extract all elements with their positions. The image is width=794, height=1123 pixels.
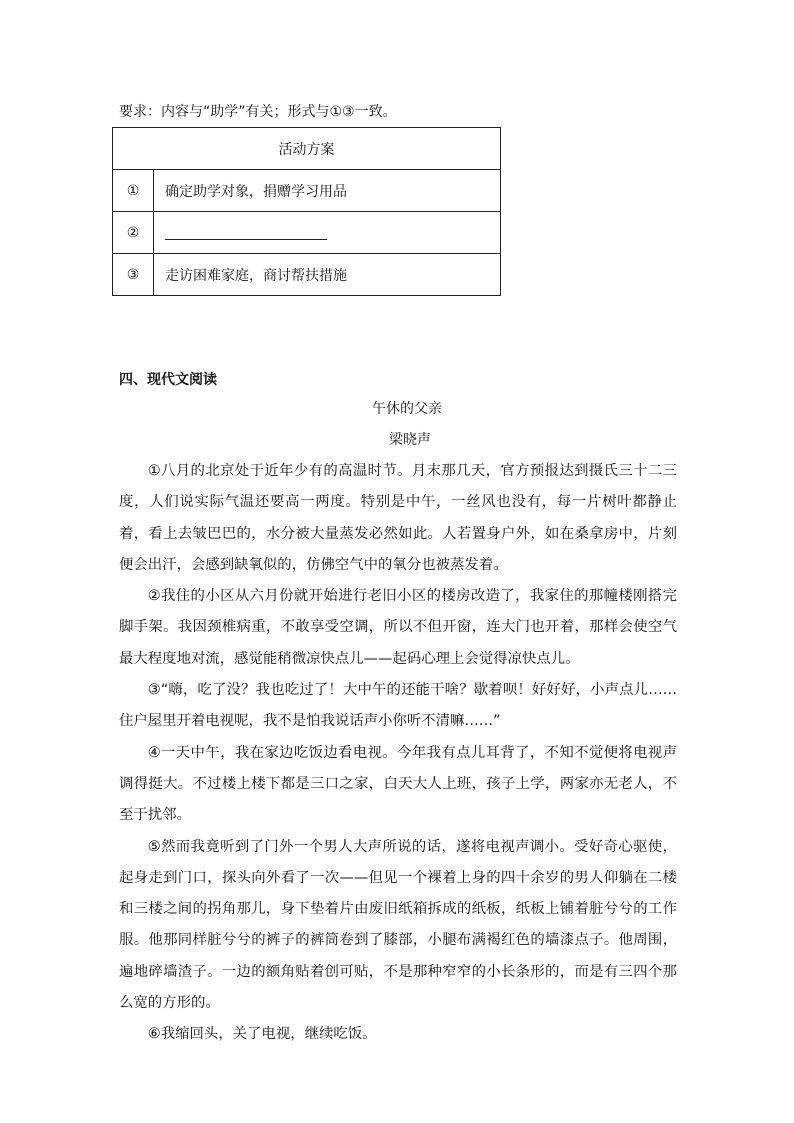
paragraph: ⑥我缩回头，关了电视，继续吃饭。 xyxy=(147,1026,377,1043)
paragraph: ①八月的北京处于近年少有的高温时节。月末那几天，官方预报达到摄氏三十二三度，人们说实际气温还要高一两度。特别是中午，一丝风也没有，每一片树叶都静止着，看上去皱巴巴的，水分被大量蒸发必然如此。人若置身户外，如在桑拿房中，片刻便会出汗，会感到缺氧似的，仿佛空气中的氧分也被蒸发着。 xyxy=(119,463,677,573)
paragraph: ④一天中午，我在家边吃饭边看电视。今年我有点儿耳背了，不知不觉便将电视声调得挺大。不过楼上楼下都是三口之家，白天大人上班，孩子上学，两家亦无老人，不至于扰邻。 xyxy=(119,744,677,824)
row-number: ① xyxy=(113,170,154,212)
article-author: 梁晓声 xyxy=(389,432,431,448)
row-text: 确定助学对象，捐赠学习用品 xyxy=(154,170,501,212)
requirement-text: 要求：内容与“助学”有关；形式与①③一致。 xyxy=(119,104,397,120)
table-row xyxy=(113,170,501,212)
article-body xyxy=(119,456,677,1051)
row-text: 走访困难家庭，商讨帮扶措施 xyxy=(154,254,501,296)
table-header: 活动方案 xyxy=(113,128,501,170)
row-number: ③ xyxy=(113,254,154,296)
paragraph: ③“嗨，吃了没？我也吃过了！大中午的还能干啥？歇着呗！好好好，小声点儿……住户屋里开着电视呢，我不是怕我说话声小你听不清嘛……” xyxy=(119,682,677,730)
answer-blank-line[interactable] xyxy=(165,225,327,240)
answer-blank-cell[interactable] xyxy=(154,212,501,254)
table-row xyxy=(113,254,501,296)
row-number: ② xyxy=(113,212,154,254)
activity-plan-table xyxy=(112,127,501,296)
paragraph: ②我住的小区从六月份就开始进行老旧小区的楼房改造了，我家住的那幢楼刚搭完脚手架。我因颈椎病重，不敢享受空调，所以不但开窗，连大门也开着，那样会使空气最大程度地对流，感觉能稍微凉快点儿——起码心理上会觉得凉快点儿。 xyxy=(119,588,677,667)
section-title: 四、现代文阅读 xyxy=(119,372,217,388)
paragraph: ⑤然而我竟听到了门外一个男人大声所说的话，遂将电视声调小。受好奇心驱使，起身走到门口，探头向外看了一次——但见一个裸着上身的四十余岁的男人仰躺在二楼和三楼之间的拐角那儿，身下垫着片由废旧纸箱拆成的纸板，纸板上铺着脏兮兮的工作服。他那同样脏兮兮的裤子的裤筒卷到了膝部，小腿布满褐红色的墙漆点子。他周围，遍地碎墙渣子。一边的额角贴着创可贴，不是那种窄窄的小长条形的，而是有三四个那么宽的方形的。 xyxy=(119,838,677,1012)
article-title: 午休的父亲 xyxy=(372,401,442,417)
table-row xyxy=(113,212,501,254)
